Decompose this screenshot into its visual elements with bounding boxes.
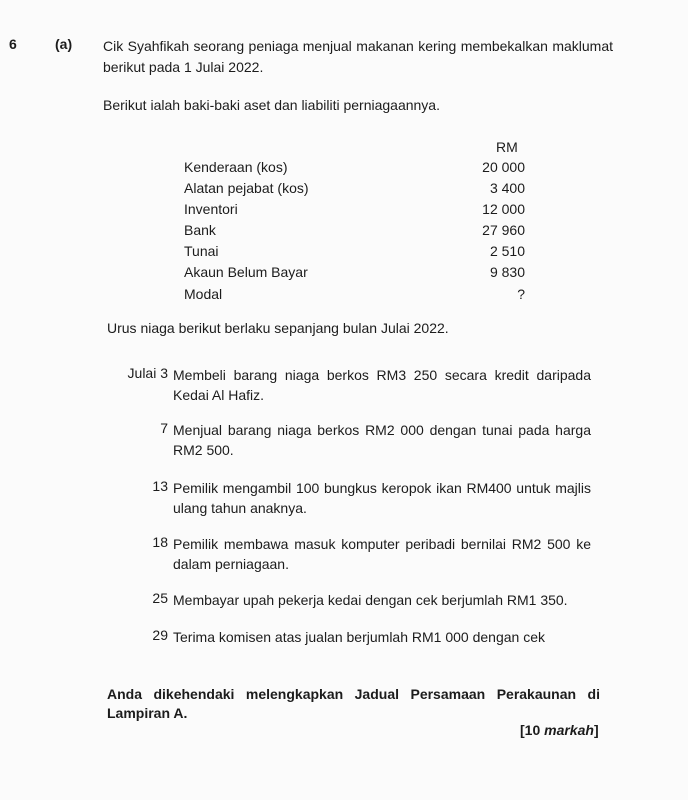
transaction-date: 13: [152, 478, 168, 494]
list-intro: Berikut ialah baki-baki aset dan liabiliti perniagaannya.: [103, 97, 440, 113]
transaction-text: Terima komisen atas jualan berjumlah RM1 000 dengan cek: [173, 629, 545, 645]
item-label: Modal: [184, 286, 223, 302]
transactions-intro: Urus niaga berikut berlaku sepanjang bulan Julai 2022.: [107, 320, 449, 336]
item-value: 9 830: [489, 264, 525, 280]
item-value: 20 000: [482, 159, 525, 175]
transaction-text: Menjual barang niaga berkos RM2 000 dengan tunai pada harga RM2 500.: [173, 422, 591, 458]
item-label: Tunai: [184, 243, 219, 259]
marks-prefix: [10: [520, 722, 545, 738]
question-intro: Cik Syahfikah seorang peniaga menjual makanan kering membekalkan maklumat berikut pada 1 Julai 2022.: [103, 38, 613, 75]
marks-suffix: ]: [593, 722, 599, 738]
item-label: Akaun Belum Bayar: [184, 264, 308, 280]
transaction-date: Julai 3: [127, 365, 168, 381]
transaction-text: Pemilik mengambil 100 bungkus keropok ikan RM400 untuk majlis ulang tahun anaknya.: [173, 480, 591, 516]
transaction-date: 18: [152, 534, 168, 550]
currency-header: RM: [496, 139, 518, 155]
marks-word: markah: [544, 722, 594, 738]
marks-label: [520, 722, 599, 738]
instruction: Anda dikehendaki melengkapkan Jadual Persamaan Perakaunan di Lampiran A.: [107, 686, 600, 721]
item-label: Bank: [184, 222, 216, 238]
item-value: 2 510: [489, 243, 525, 259]
item-label: Alatan pejabat (kos): [184, 180, 309, 196]
item-label: Inventori: [184, 201, 238, 217]
transaction-text: Pemilik membawa masuk komputer peribadi bernilai RM2 500 ke dalam perniagaan.: [173, 536, 591, 572]
transaction-text: Membeli barang niaga berkos RM3 250 secara kredit daripada Kedai Al Hafiz.: [173, 367, 591, 403]
item-value: 12 000: [482, 201, 525, 217]
question-number: 6: [9, 36, 17, 52]
transaction-date: 25: [152, 590, 168, 606]
item-value: 27 960: [482, 222, 525, 238]
transaction-date: 7: [160, 420, 168, 436]
item-value: 3 400: [489, 180, 525, 196]
transaction-text: Membayar upah pekerja kedai dengan cek berjumlah RM1 350.: [173, 592, 568, 608]
transaction-date: 29: [152, 627, 168, 643]
item-label: Kenderaan (kos): [184, 159, 288, 175]
question-part: (a): [55, 36, 73, 52]
item-value: ?: [517, 286, 525, 302]
